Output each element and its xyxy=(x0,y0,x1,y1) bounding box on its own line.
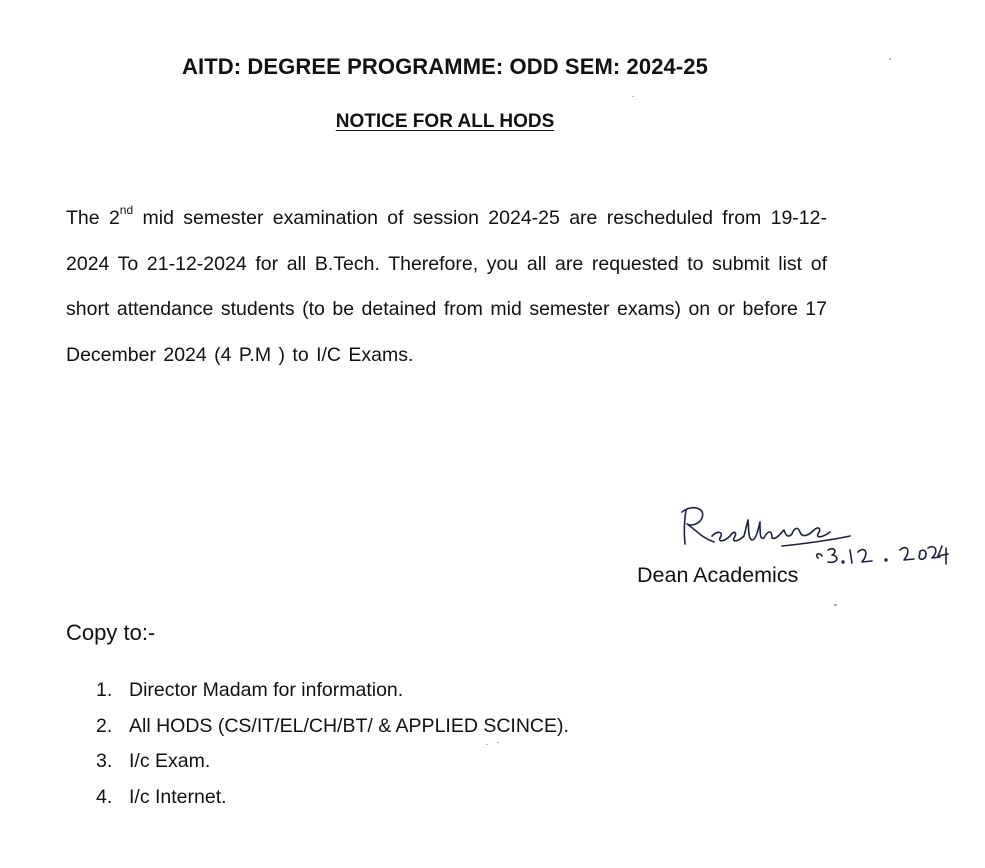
ordinal-suffix: nd xyxy=(119,203,134,217)
list-item-text: I/c Internet. xyxy=(129,785,227,808)
notice-title: AITD: DEGREE PROGRAMME: ODD SEM: 2024-25 xyxy=(182,54,708,79)
notice-body-text: mid semester examination of session 2024-25 are rescheduled from 19-12-2024 To 21-12-2024 for all B.Tech. Therefore, you all are requested to submit list of short attendance students (to be detained from mid semester exams) on or before 17 December 2024 (4 P.M ) to I/C Exams. xyxy=(66,207,827,366)
scan-speck xyxy=(632,96,634,97)
list-item-number: 3. xyxy=(96,750,113,772)
scan-speck xyxy=(889,58,891,60)
copy-to-list xyxy=(96,675,569,817)
list-item xyxy=(96,782,569,818)
scan-speck xyxy=(834,604,837,606)
scan-speck xyxy=(486,744,488,745)
copy-to-heading: Copy to:- xyxy=(66,620,156,645)
signatory-designation: Dean Academics xyxy=(637,563,799,587)
list-item-text: I/c Exam. xyxy=(129,750,211,772)
list-item-number: 1. xyxy=(96,679,113,701)
list-item-number: 4. xyxy=(96,785,113,808)
notice-body xyxy=(66,196,827,378)
list-item-number: 2. xyxy=(96,714,113,737)
list-item xyxy=(96,711,569,747)
list-item-text: Director Madam for information. xyxy=(129,679,404,701)
list-item xyxy=(96,746,569,782)
ordinal-number: 2 xyxy=(108,207,120,229)
list-item-text: All HODS (CS/IT/EL/CH/BT/ & APPLIED SCINCE). xyxy=(129,714,569,737)
scan-speck xyxy=(497,742,499,743)
list-item xyxy=(96,675,569,711)
notice-intro: The xyxy=(66,207,109,229)
notice-subtitle: NOTICE FOR ALL HODS xyxy=(335,111,555,132)
